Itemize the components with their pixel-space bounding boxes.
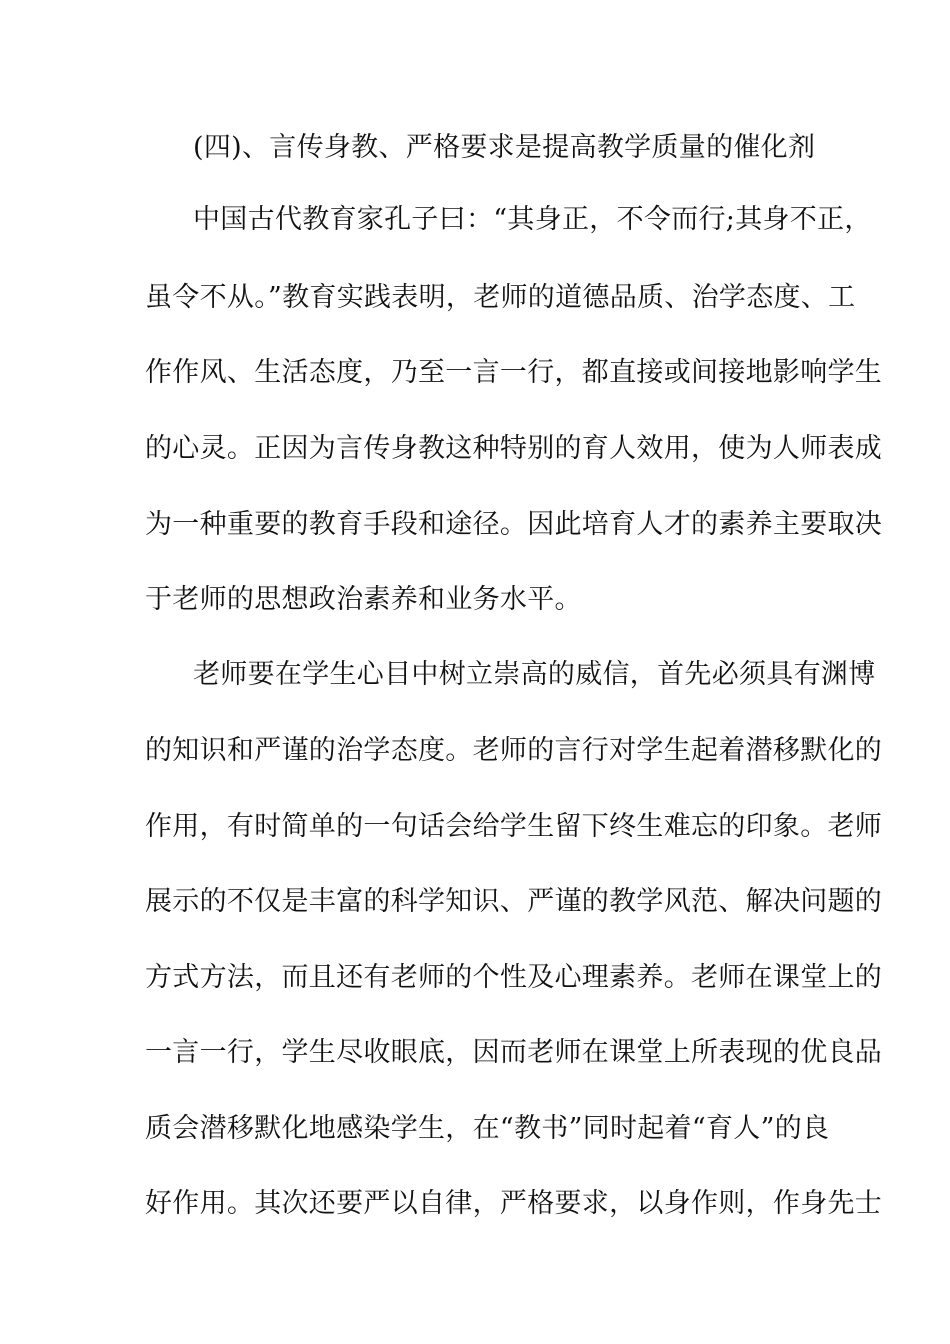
paragraph-line: 的心灵。正因为言传身教这种特别的育人效用，使为人师表成: [145, 433, 883, 464]
paragraph-line: 于老师的思想政治素养和业务水平。: [145, 584, 582, 615]
paragraph-line: 一言一行，学生尽收眼底，因而老师在课堂上所表现的优良品: [145, 1037, 883, 1068]
section-heading: (四)、言传身教、严格要求是提高教学质量的催化剂: [193, 132, 816, 163]
paragraph-line: 作用，有时简单的一句话会给学生留下终生难忘的印象。老师: [145, 811, 883, 842]
paragraph-line: 中国古代教育家孔子曰：“其身正，不令而行;其身不正，: [193, 204, 872, 235]
paragraph-line: 为一种重要的教育手段和途径。因此培育人才的素养主要取决: [145, 509, 883, 540]
paragraph-line: 作作风、生活态度，乃至一言一行，都直接或间接地影响学生: [145, 357, 883, 388]
paragraph-line: 方式方法，而且还有老师的个性及心理素养。老师在课堂上的: [145, 962, 883, 993]
paragraph-line: 的知识和严谨的治学态度。老师的言行对学生起着潜移默化的: [145, 735, 883, 766]
paragraph-line: 质会潜移默化地感染学生，在“教书”同时起着“育人”的良: [145, 1113, 830, 1144]
paragraph-line: 虽令不从。”教育实践表明，老师的道德品质、治学态度、工: [145, 282, 856, 313]
paragraph-line: 老师要在学生心目中树立崇高的威信，首先必须具有渊博: [193, 659, 876, 690]
paragraph-line: 展示的不仅是丰富的科学知识、严谨的教学风范、解决问题的: [145, 886, 883, 917]
paragraph-line: 好作用。其次还要严以自律，严格要求，以身作则，作身先士: [145, 1188, 883, 1219]
